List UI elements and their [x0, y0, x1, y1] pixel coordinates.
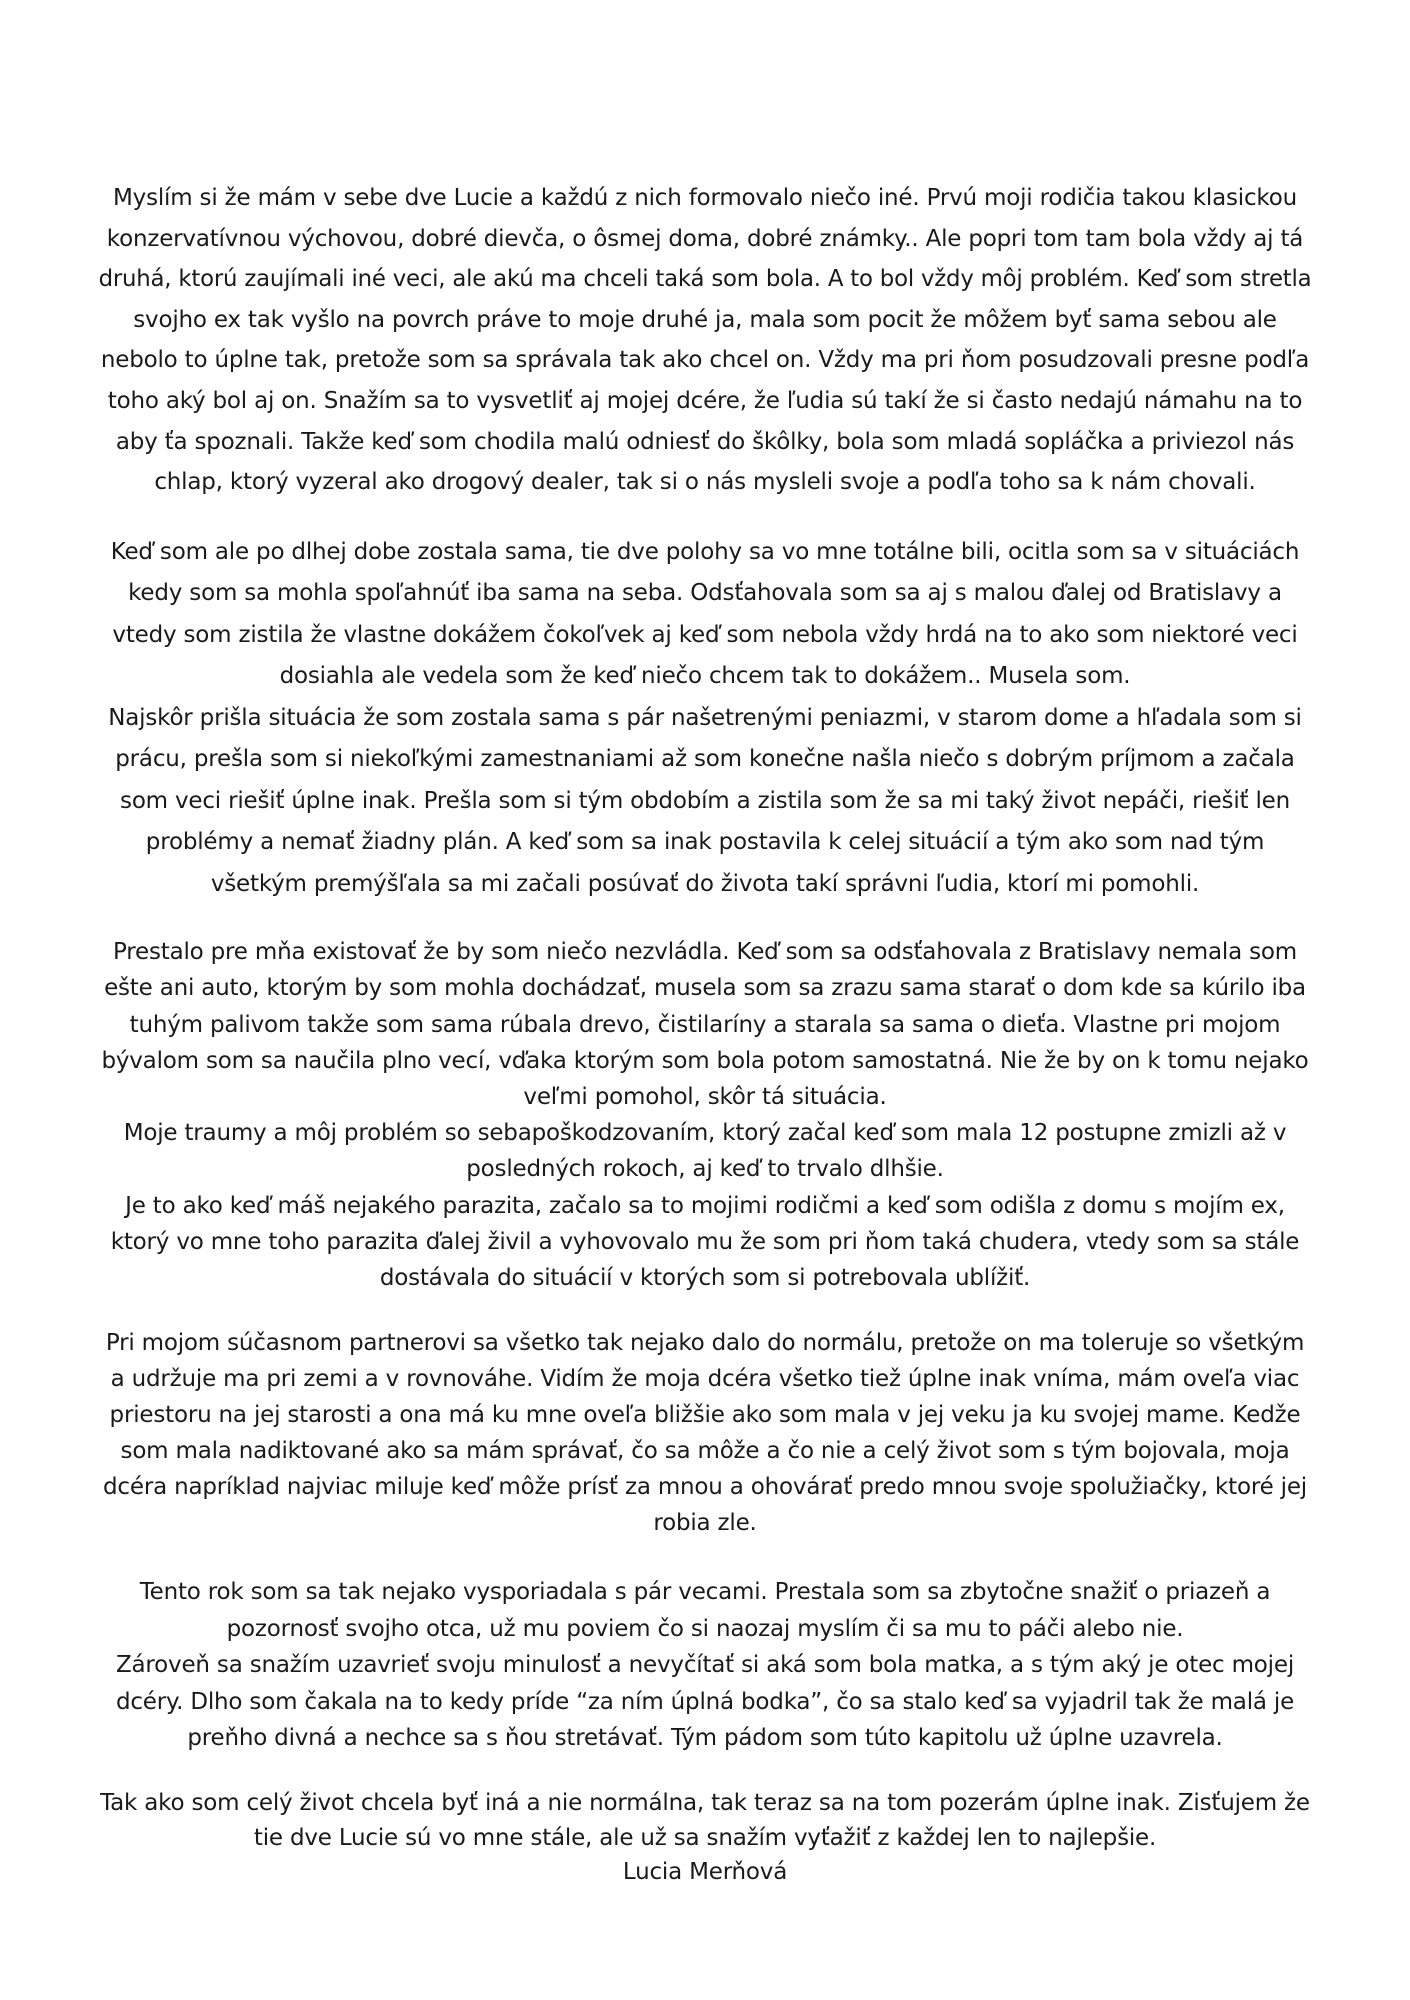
text-line: Pri mojom súčasnom partnerovi sa všetko tak nejako dalo do normálu, pretože on ma toleruje so všetkým [105, 1330, 1305, 1357]
text-line: a udržuje ma pri zemi a v rovnováhe. Vidím že moja dcéra všetko tiež úplne inak vníma, mám oveľa viac [110, 1366, 1300, 1393]
text-line: Je to ako keď máš nejakého parazita, začalo sa to mojimi rodičmi a keď som odišla z domu s mojím ex, [125, 1192, 1285, 1219]
text-line: priestoru na jej starosti a ona má ku mne oveľa bližšie ako som mala v jej veku ja ku svojej mame. Kedže [109, 1402, 1301, 1429]
text-line: svojho ex tak vyšlo na povrch práve to moje druhé ja, mala som pocit že môžem byť sama sebou ale [133, 306, 1277, 333]
text-line: preňho divná a nechce sa s ňou stretávať. Tým pádom som túto kapitolu už úplne uzavrela. [187, 1725, 1223, 1752]
text-line: ktorý vo mne toho parazita ďalej živil a vyhovovalo mu že som pri ňom taká chudera, vtedy som sa stále [110, 1228, 1300, 1255]
paragraph-childhood [95, 178, 1315, 503]
paragraph-closing [95, 1786, 1315, 1890]
text-line: konzervatívnou výchovou, dobré dievča, o ôsmej doma, dobré známky.. Ale popri tom tam bola vždy aj tá [106, 225, 1304, 252]
text-line: aby ťa spoznali. Takže keď som chodila malú odniesť do škôlky, bola som mladá sopláčka a priviezol nás [115, 428, 1295, 455]
text-line: dosiahla ale vedela som že keď niečo chcem tak to dokážem.. Musela som. [279, 663, 1131, 690]
paragraph-spacer [95, 905, 1315, 934]
text-line: posledných rokoch, aj keď to trvalo dlhšie. [466, 1156, 944, 1183]
paragraph-spacer [95, 1296, 1315, 1325]
paragraph-spacer [95, 503, 1315, 532]
text-line: som mala nadiktované ako sa mám správať, čo sa môže a čo nie a celý život som s tým bojovala, moja [120, 1438, 1290, 1465]
text-line: tuhým palivom takže som sama rúbala drevo, čistilaríny a starala sa sama o dieťa. Vlastne pri mojom [129, 1011, 1281, 1038]
paragraph-resilience [95, 934, 1315, 1296]
letter-document [95, 178, 1315, 1890]
author-signature: Lucia Merňová [622, 1859, 788, 1886]
text-line: veľmi pomohol, skôr tá situácia. [523, 1084, 887, 1111]
text-line: nebolo to úplne tak, pretože som sa správala tak ako chcel on. Vždy ma pri ňom posudzovali presne podľa [100, 347, 1310, 374]
text-line: robia zle. [653, 1510, 757, 1537]
text-line: som veci riešiť úplne inak. Prešla som si tým obdobím a zistila som že sa mi taký život nepáči, riešiť len [120, 787, 1290, 814]
text-line: dcéry. Dlho som čakala na to kedy príde “za ním úplná bodka”, čo sa stalo keď sa vyjadril tak že malá je [115, 1688, 1295, 1715]
text-line: bývalom som sa naučila plno vecí, vďaka ktorým som bola potom samostatná. Nie že by on k tomu nejako [101, 1047, 1309, 1074]
text-line: Tento rok som sa tak nejako vysporiadala s pár vecami. Prestala som sa zbytočne snažiť o priazeň a [139, 1579, 1271, 1606]
paragraph-present [95, 1325, 1315, 1541]
paragraph-this-year [95, 1574, 1315, 1757]
text-line: Zároveň sa snažím uzavrieť svoju minulosť a nevyčítať si aká som bola matka, a s tým aký je otec mojej [115, 1652, 1295, 1679]
text-line: vtedy som zistila že vlastne dokážem čokoľvek aj keď som nebola vždy hrdá na to ako som niektoré veci [112, 621, 1298, 648]
text-line: tie dve Lucie sú vo mne stále, ale už sa snažím vyťažiť z každej len to najlepšie. [253, 1824, 1157, 1851]
text-line: prácu, prešla som si niekoľkými zamestnaniami až som konečne našla niečo s dobrým príjmom a začala [115, 746, 1295, 773]
text-line: chlap, ktorý vyzeral ako drogový dealer, tak si o nás mysleli svoje a podľa toho sa k nám chovali. [154, 469, 1256, 496]
text-line: kedy som sa mohla spoľahnúť iba sama na seba. Odsťahovala som sa aj s malou ďalej od Bratislavy a [128, 580, 1282, 607]
text-line: dostávala do situácií v ktorých som si potrebovala ublížiť. [379, 1265, 1031, 1292]
text-line: Myslím si že mám v sebe dve Lucie a každú z nich formovalo niečo iné. Prvú moji rodičia takou klasickou [113, 185, 1297, 211]
text-line: Prestalo pre mňa existovať že by som niečo nezvládla. Keď som sa odsťahovala z Bratislavy nemala som [113, 939, 1297, 966]
text-line: pozornosť svojho otca, už mu poviem čo si naozaj myslím či sa mu to páči alebo nie. [226, 1615, 1184, 1642]
text-line: toho aký bol aj on. Snažím sa to vysvetliť aj mojej dcére, že ľudia sú takí že si často nedajú námahu na to [107, 387, 1303, 414]
paragraph-independence [95, 532, 1315, 906]
text-line: problémy a nemať žiadny plán. A keď som sa inak postavila k celej situácií a tým ako som nad tým [145, 829, 1265, 856]
text-line: Najskôr prišla situácia že som zostala sama s pár našetrenými peniazmi, v starom dome a hľadala som si [108, 704, 1302, 731]
text-line: Moje traumy a môj problém so sebapoškodzovaním, ktorý začal keď som mala 12 postupne zmizli až v [123, 1120, 1287, 1147]
text-line: všetkým premýšľala sa mi začali posúvať do života takí správni ľudia, ktorí mi pomohli. [210, 870, 1200, 897]
text-line: Keď som ale po dlhej dobe zostala sama, tie dve polohy sa vo mne totálne bili, ocitla som sa v situáciách [110, 538, 1300, 565]
paragraph-spacer [95, 1757, 1315, 1786]
text-line: ešte ani auto, ktorým by som mohla dochádzať, musela som sa zrazu sama starať o dom kde sa kúrilo iba [104, 975, 1306, 1002]
text-line: dcéra napríklad najviac miluje keď môže prísť za mnou a ohovárať predo mnou svoje spolužiačky, ktoré jej [103, 1474, 1307, 1501]
text-line: druhá, ktorú zaujímali iné veci, ale akú ma chceli taká som bola. A to bol vždy môj problém. Keď som stretla [98, 266, 1312, 293]
text-line: Tak ako som celý život chcela byť iná a nie normálna, tak teraz sa na tom pozerám úplne inak. Zisťujem že [100, 1789, 1310, 1816]
paragraph-spacer [95, 1541, 1315, 1574]
